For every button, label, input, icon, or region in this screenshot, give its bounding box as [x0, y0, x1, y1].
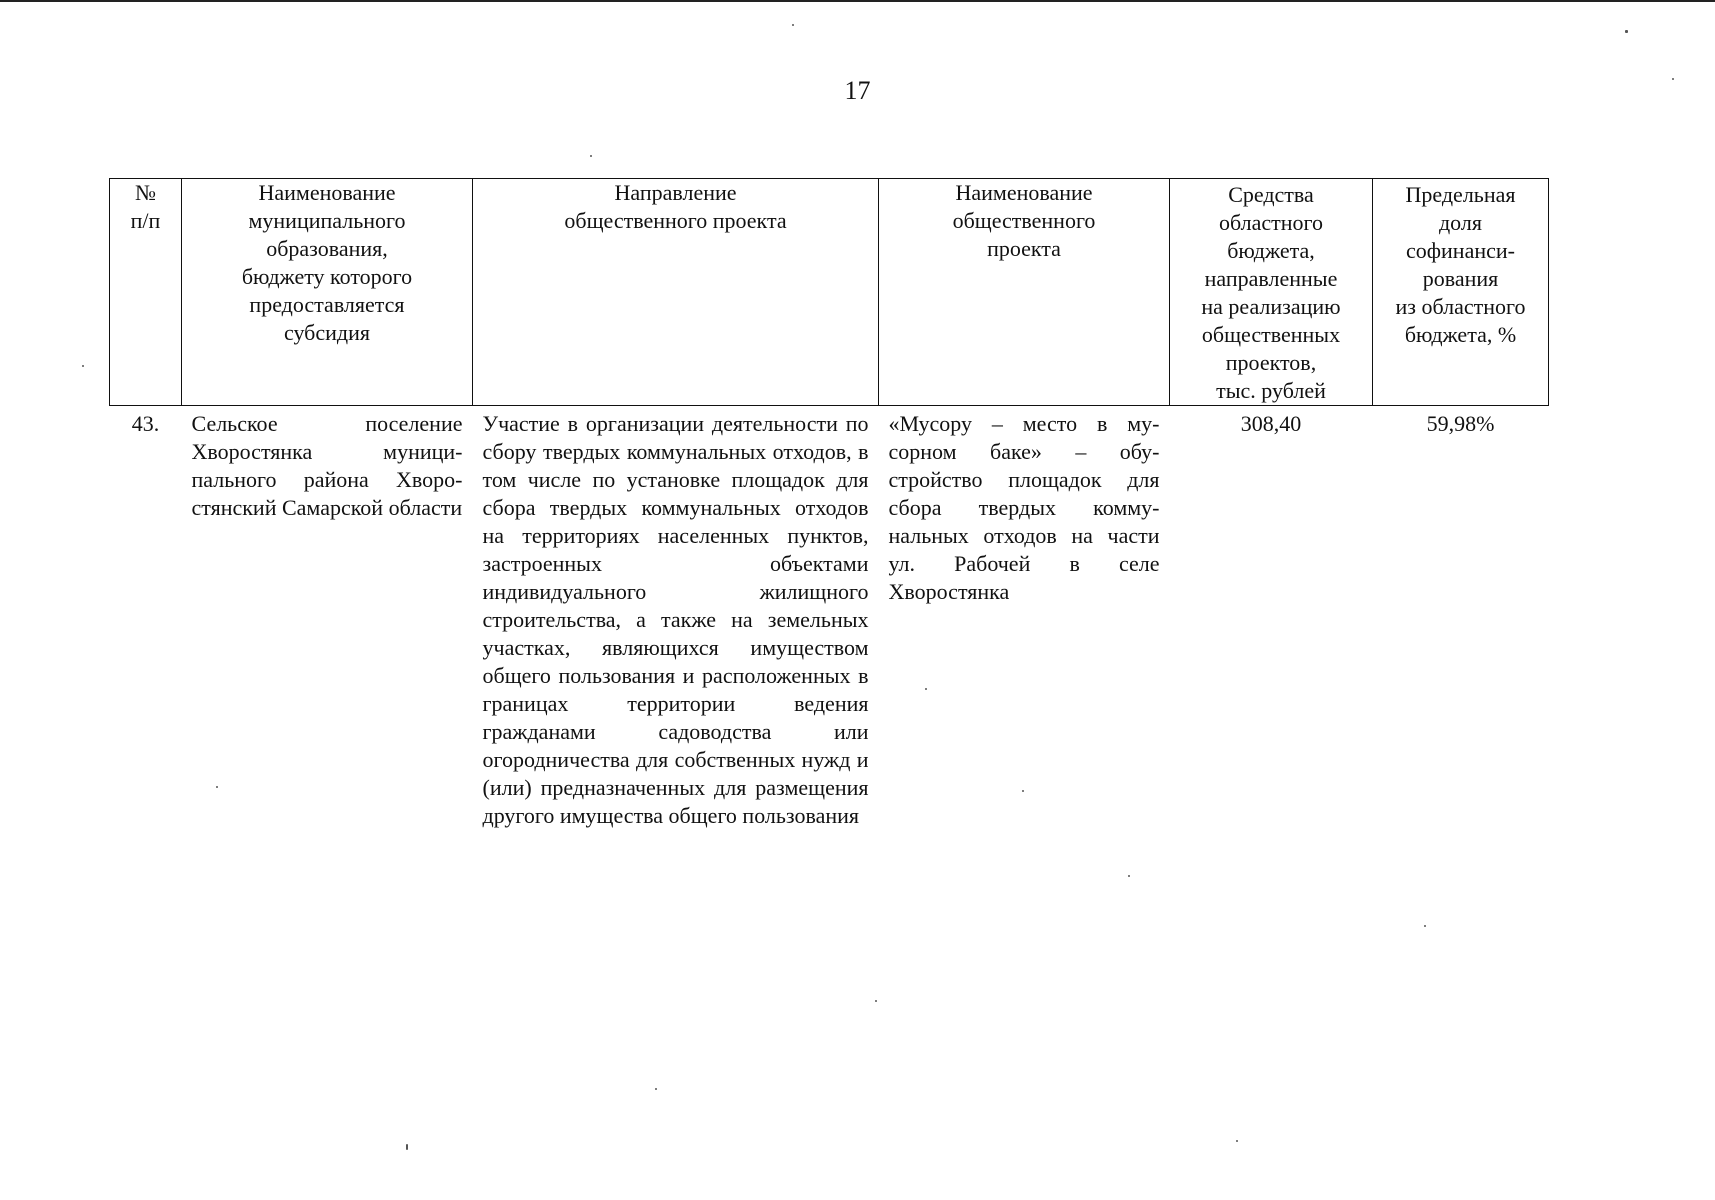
scan-speck: [1424, 925, 1426, 927]
scan-speck: [1022, 790, 1024, 792]
scan-speck: [655, 1088, 657, 1090]
top-border-line: [0, 0, 1715, 2]
header-project-name: Наименование общественного проекта: [879, 179, 1170, 406]
header-cofinancing-share: Предельная доля софинанси- рования из областного бюджета, %: [1373, 179, 1549, 406]
scan-speck: [216, 786, 218, 788]
header-municipality: Наименование муниципального образования, бюджету которого предоставляется субсидия: [182, 179, 473, 406]
row-number: 43.: [131, 411, 160, 436]
scan-speck: [792, 24, 794, 26]
header-row: [110, 179, 1549, 406]
scan-speck: [1672, 78, 1674, 80]
page-number: 17: [844, 76, 871, 105]
project-direction-cell: Участие в организации деятельности по сбору твердых коммунальных отходов, в том числе по установке площадок для сбора твердых коммунальных отходов на территориях населенных пунктов, застроенных объектами индивидуального жилищного строительства, а также на земельных участках, являющихся имуществом общего пользования и расположенных в границах территории ведения гражданами садоводства или огородничества для собственных нужд и (или) предназначенных для размещения другого имущества общего пользования: [482, 411, 869, 828]
header-project-direction: Направление общественного проекта: [473, 179, 879, 406]
scan-speck: [925, 688, 927, 690]
header-row-number: № п/п: [110, 179, 182, 406]
scan-speck: [1625, 30, 1628, 33]
scan-speck: [590, 155, 592, 157]
scan-speck: [875, 1000, 877, 1002]
project-name-cell: «Мусору – место в мусорном баке» – обустройство площадок для сбора твердых коммунальных отходов на части ул. Рабочей в селе Хворостянка: [888, 411, 1160, 604]
cofinancing-share-cell: 59,98%: [1426, 411, 1495, 436]
subsidy-table: [109, 178, 1549, 830]
municipality-cell: Сельское поселение Хворостянка муниципального района Хворостянский Самарской области: [191, 411, 463, 520]
table-body: [110, 406, 1549, 831]
table-header: [110, 179, 1549, 406]
table-row: [110, 406, 1549, 831]
scan-speck: [1128, 875, 1130, 877]
scan-speck: [406, 1144, 408, 1150]
regional-funds-cell: 308,40: [1240, 411, 1302, 436]
scan-speck: [1236, 1140, 1238, 1142]
scan-speck: [82, 365, 84, 367]
header-regional-funds: Средства областного бюджета, направленные на реализацию общественных проектов, тыс. рублей: [1170, 179, 1373, 406]
